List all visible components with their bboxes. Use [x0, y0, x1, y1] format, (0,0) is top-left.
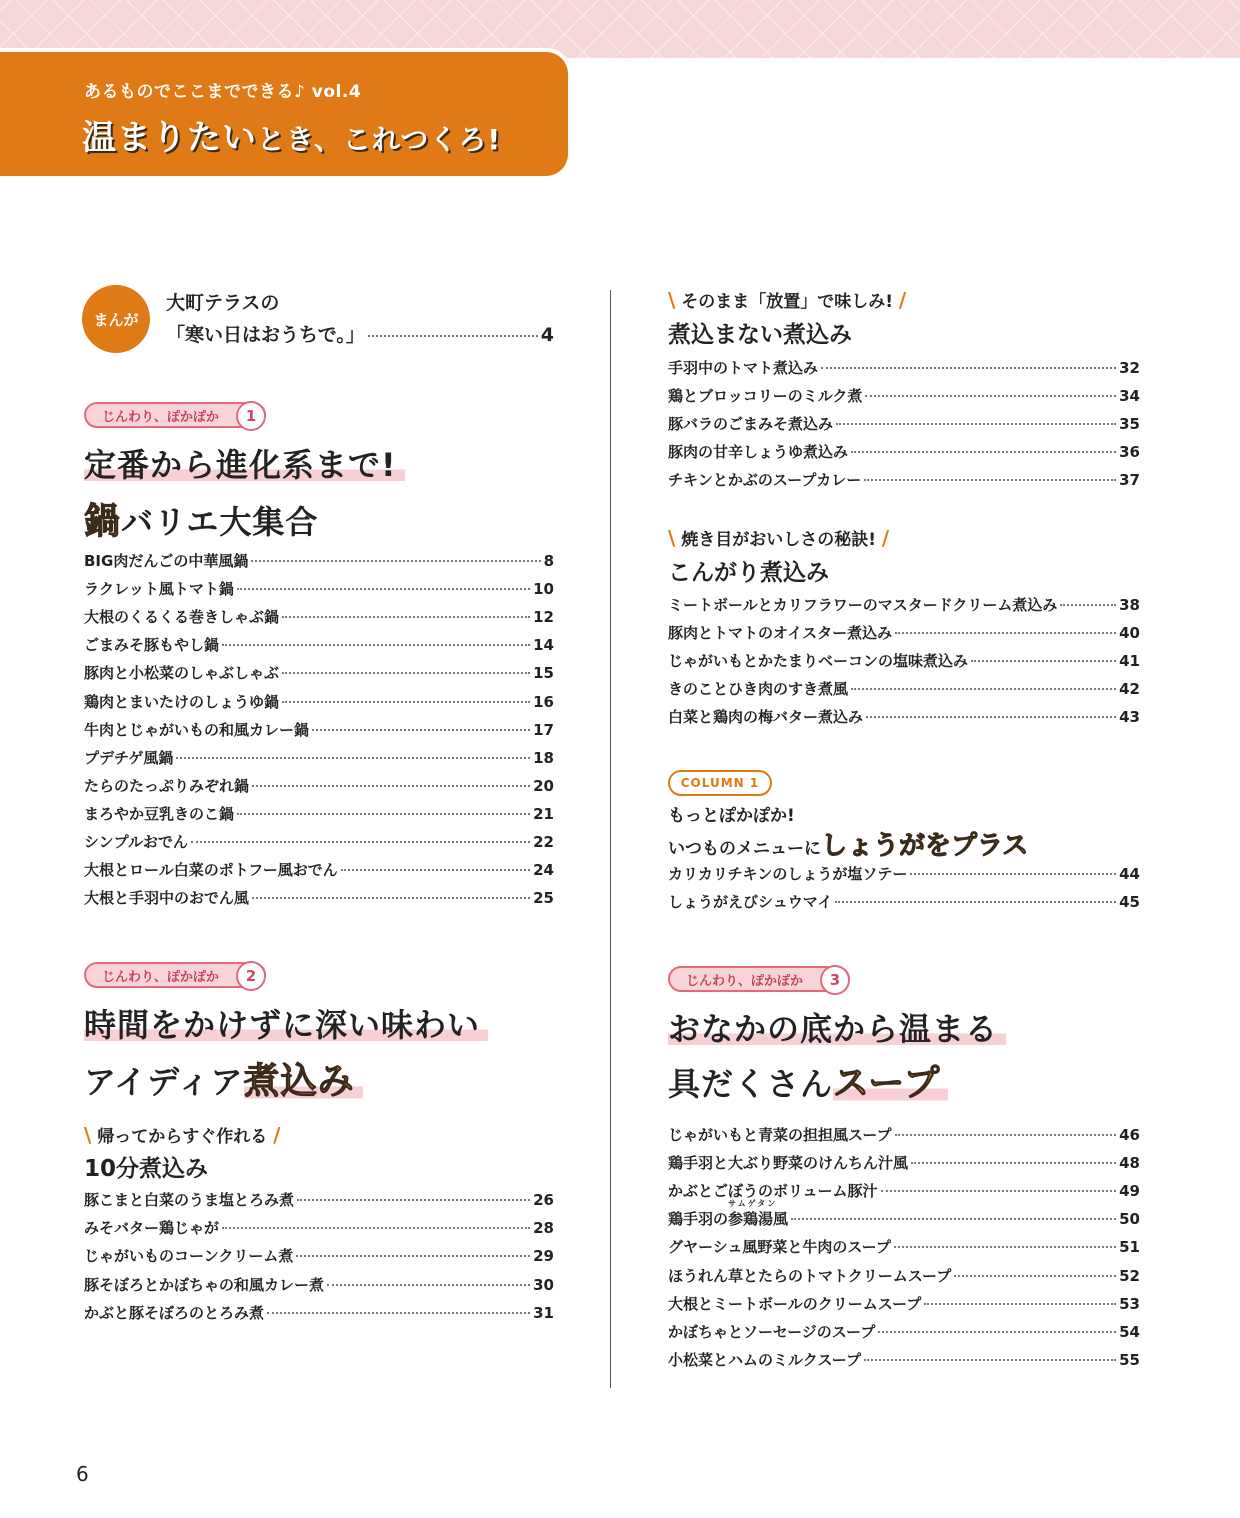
toc-leader — [282, 672, 530, 674]
toc-leader — [237, 813, 530, 815]
sub3-lead — [668, 525, 889, 550]
toc-leader — [910, 873, 1116, 875]
toc-row[interactable] — [84, 1189, 554, 1210]
toc-leader — [851, 451, 1116, 453]
toc-row[interactable] — [84, 550, 554, 571]
section2-title-text2: アイディア — [84, 1063, 244, 1101]
toc-row-name: ラクレット風トマト鍋 — [84, 580, 234, 599]
ruby-base: 参鶏湯 — [728, 1210, 774, 1229]
toc-row-name-part: 鶏手羽の — [668, 1210, 729, 1229]
toc-row-page: 20 — [533, 776, 554, 795]
toc-row[interactable] — [84, 1302, 554, 1323]
toc-row[interactable] — [668, 622, 1140, 643]
toc-row-page: 40 — [1119, 624, 1140, 643]
toc-row-name: 牛肉とじゃがいもの和風カレー鍋 — [84, 720, 310, 739]
toc-row-name: 大根のくるくる巻きしゃぶ鍋 — [84, 608, 280, 627]
section1-title-text1: 定番から進化系まで! — [84, 446, 405, 484]
toc-leader — [282, 616, 530, 618]
toc-row-name: ごまみそ豚もやし鍋 — [84, 636, 220, 655]
pill-number: 2 — [236, 961, 266, 991]
toc-row-page: 46 — [1119, 1126, 1140, 1144]
toc-row-manga[interactable] — [166, 320, 554, 347]
toc-row-page: 41 — [1119, 652, 1140, 671]
toc-row[interactable] — [668, 1199, 1140, 1229]
toc-leader — [237, 588, 530, 590]
decorative-top-band — [0, 0, 1240, 58]
sub3-lead-text: 焼き目がおいしさの秘訣! — [681, 530, 876, 550]
toc-row-name: プデチゲ風鍋 — [84, 748, 174, 767]
toc-row-page: 10 — [533, 580, 554, 599]
slash-right-icon: / — [273, 1123, 281, 1147]
sub2-lead-text: そのまま「放置」で味しみ! — [681, 292, 893, 312]
toc-row-page: 44 — [1119, 865, 1140, 883]
toc-row-page: 15 — [533, 664, 554, 683]
toc-row-page: 12 — [533, 608, 554, 627]
toc-leader — [282, 701, 530, 703]
toc-row-name: グヤーシュ風野菜と牛肉のスープ — [668, 1238, 891, 1257]
toc-leader — [296, 1255, 530, 1257]
section3-title-text1: おなかの底から温まる — [668, 1010, 1006, 1048]
slash-right-icon: / — [898, 288, 907, 312]
section2-title-text1: 時間をかけずに深い味わい — [84, 1006, 488, 1044]
sub1-lead — [84, 1122, 280, 1147]
toc-row[interactable] — [668, 594, 1140, 615]
toc-row-name: きのことひき肉のすき煮風 — [668, 680, 849, 699]
toc-row[interactable] — [668, 441, 1140, 462]
toc-leader — [851, 688, 1116, 690]
toc-leader — [267, 1312, 530, 1314]
toc-row-name: ほうれん草とたらのトマトクリームスープ — [668, 1266, 952, 1285]
column1-pill: COLUMN 1 — [668, 770, 772, 796]
toc-row-page: 17 — [533, 720, 554, 739]
header-title — [82, 110, 501, 159]
toc-leader — [864, 479, 1116, 481]
toc-row[interactable] — [668, 1265, 1140, 1286]
toc-leader — [924, 1303, 1116, 1305]
sub3-title: こんがり煮込み — [668, 560, 829, 586]
toc-row-name: 豚そぼろとかぼちゃの和風カレー煮 — [84, 1275, 325, 1294]
toc-row-name: 豚肉と小松菜のしゃぶしゃぶ — [84, 664, 280, 683]
toc-row-page: 43 — [1119, 708, 1140, 727]
section3-title-line2 — [668, 1055, 948, 1106]
toc-row-page: 30 — [533, 1275, 554, 1294]
toc-row[interactable] — [668, 1293, 1140, 1314]
toc-row[interactable] — [84, 1217, 554, 1238]
toc-row-page: 31 — [533, 1303, 554, 1322]
toc-row-page: 32 — [1119, 359, 1140, 377]
pill-label: じんわり、ぽかぽか — [102, 969, 220, 985]
toc-row-name: 鶏とブロッコリーのミルク煮 — [668, 387, 863, 406]
toc-row-name — [668, 1199, 789, 1229]
toc-row-name: 鶏手羽と大ぶり野菜のけんちん汁風 — [668, 1154, 909, 1173]
toc-row[interactable] — [668, 357, 1140, 378]
toc-row[interactable] — [668, 650, 1140, 671]
toc-leader — [222, 644, 530, 646]
pill-number: 3 — [820, 965, 850, 995]
toc-leader — [821, 367, 1116, 369]
toc-row[interactable] — [668, 413, 1140, 434]
section2-title-line2 — [84, 1053, 363, 1104]
toc-leader — [881, 1190, 1117, 1192]
toc-leader — [252, 785, 530, 787]
toc-leader — [895, 1134, 1117, 1136]
toc-row-name: 豚バラのごまみそ煮込み — [668, 415, 834, 434]
toc-row-name: じゃがいもと青菜の担担風スープ — [668, 1126, 892, 1144]
pill-label: じんわり、ぽかぽか — [102, 409, 220, 425]
toc-row[interactable] — [668, 469, 1140, 490]
toc-row-page: 22 — [533, 833, 554, 851]
section3-title-line1 — [668, 1004, 1006, 1050]
header-title-rest: とき、これつくろ! — [257, 123, 502, 156]
ruby-group — [728, 1199, 778, 1229]
toc-leader — [864, 1359, 1116, 1361]
toc-row[interactable] — [668, 706, 1140, 727]
toc-row-page: 50 — [1119, 1210, 1140, 1229]
toc-row[interactable] — [84, 831, 554, 852]
toc-row[interactable] — [84, 859, 554, 880]
toc-row-page: 42 — [1119, 680, 1140, 699]
toc-row-name: まろやか豆乳きのこ鍋 — [84, 804, 235, 823]
toc-row[interactable] — [84, 634, 554, 655]
section1-title-highlight: 鍋 — [84, 501, 122, 542]
toc-leader — [878, 1331, 1116, 1333]
toc-row-page: 34 — [1119, 387, 1140, 406]
toc-row-page: 14 — [533, 636, 554, 655]
section2-title-highlight: 煮込み — [244, 1061, 363, 1102]
sub1-lead-text: 帰ってからすぐ作れる — [97, 1127, 268, 1147]
toc-row-page: 51 — [1119, 1238, 1140, 1257]
toc-row[interactable] — [84, 1245, 554, 1266]
column1-line2 — [668, 825, 1028, 862]
section1-pill — [84, 402, 266, 428]
toc-row-page: 24 — [533, 861, 554, 880]
toc-leader — [368, 335, 538, 337]
toc-row-page: 28 — [533, 1219, 554, 1238]
toc-row-page: 38 — [1119, 596, 1140, 614]
toc-row[interactable] — [668, 385, 1140, 406]
toc-row-page: 45 — [1119, 893, 1140, 912]
toc-row-name: BIG肉だんごの中華風鍋 — [84, 552, 249, 570]
toc-row[interactable] — [668, 891, 1140, 912]
toc-leader — [954, 1275, 1116, 1277]
toc-row-name: 手羽中のトマト煮込み — [668, 359, 819, 377]
toc-row-name: 小松菜とハムのミルクスープ — [668, 1350, 862, 1369]
section1-title-line1 — [84, 440, 405, 486]
toc-row-name: 白菜と鶏肉の梅バター煮込み — [668, 708, 864, 727]
toc-leader — [252, 897, 530, 899]
toc-row-name: 「寒い日はおうちで。」 — [166, 324, 365, 346]
toc-leader — [791, 1218, 1116, 1220]
toc-row-name: 大根とロール白菜のポトフー風おでん — [84, 861, 338, 880]
toc-row-name: 大根と手羽中のおでん風 — [84, 889, 249, 908]
toc-leader — [895, 632, 1116, 634]
toc-row-name: かぼちゃとソーセージのスープ — [668, 1322, 876, 1341]
toc-row-page: 4 — [540, 324, 554, 346]
toc-row-page: 37 — [1119, 471, 1140, 490]
toc-row[interactable] — [668, 1152, 1140, 1173]
column1-line2-text: いつものメニューに — [668, 839, 821, 859]
toc-row-page: 48 — [1119, 1154, 1140, 1173]
toc-row-name: じゃがいものコーンクリーム煮 — [84, 1247, 294, 1266]
section3-title-text2: 具だくさん — [668, 1065, 834, 1103]
manga-badge: まんが — [82, 285, 150, 353]
toc-row-name: 豚こまと白菜のうま塩とろみ煮 — [84, 1191, 295, 1209]
toc-row[interactable] — [668, 1236, 1140, 1257]
toc-row-name: カリカリチキンのしょうが塩ソテー — [668, 865, 908, 883]
toc-row[interactable] — [84, 691, 554, 712]
toc-row-page: 36 — [1119, 443, 1140, 462]
toc-leader — [176, 757, 530, 759]
section1-title-text2: バリエ大集合 — [121, 503, 319, 541]
column-divider — [610, 290, 611, 1388]
toc-row-page: 26 — [533, 1191, 554, 1209]
toc-row-name: じゃがいもとかたまりベーコンの塩味煮込み — [668, 652, 969, 671]
toc-leader — [222, 1227, 530, 1229]
pill-number: 1 — [236, 401, 266, 431]
toc-row-name: 大根とミートボールのクリームスープ — [668, 1294, 922, 1313]
toc-leader — [251, 560, 540, 562]
toc-row[interactable] — [668, 1349, 1140, 1370]
toc-row-page: 53 — [1119, 1294, 1140, 1313]
toc-row[interactable] — [84, 719, 554, 740]
toc-row-page: 25 — [533, 889, 554, 908]
sub1-title: 10分煮込み — [84, 1156, 209, 1182]
toc-leader — [865, 395, 1116, 397]
column1-line2-highlight: しょうがをプラス — [821, 831, 1029, 861]
toc-row-name: かぶと豚そぼろのとろみ煮 — [84, 1303, 265, 1322]
toc-leader — [835, 901, 1116, 903]
manga-title-line1: 大町テラスの — [166, 292, 280, 314]
toc-row-name: チキンとかぶのスープカレー — [668, 471, 862, 490]
toc-leader — [894, 1246, 1116, 1248]
toc-row[interactable] — [84, 578, 554, 599]
slash-left-icon: \ — [84, 1123, 92, 1147]
header-subtitle: あるものでここまでできる♪ vol.4 — [84, 82, 362, 102]
toc-leader — [911, 1162, 1116, 1164]
toc-row[interactable] — [84, 747, 554, 768]
toc-leader — [971, 660, 1116, 662]
toc-row[interactable] — [84, 803, 554, 824]
toc-leader — [866, 716, 1116, 718]
pill-label: じんわり、ぽかぽか — [686, 973, 804, 989]
column1-line1: もっとぽかぽか! — [668, 806, 795, 826]
toc-row-name: ミートボールとカリフラワーのマスタードクリーム煮込み — [668, 596, 1058, 614]
toc-row-page: 52 — [1119, 1266, 1140, 1285]
sub2-lead — [668, 287, 906, 312]
toc-row-name: シンプルおでん — [84, 833, 188, 851]
toc-row-page: 18 — [533, 748, 554, 767]
toc-row[interactable] — [84, 606, 554, 627]
toc-row-page: 29 — [533, 1247, 554, 1266]
sub2-title: 煮込まない煮込み — [668, 322, 852, 348]
section3-title-highlight: スープ — [833, 1063, 948, 1104]
toc-row-page: 49 — [1119, 1182, 1140, 1201]
page-number: 6 — [76, 1462, 89, 1486]
section1-title-line2 — [84, 493, 318, 544]
toc-row-name: かぶとごぼうのボリューム豚汁 — [668, 1182, 878, 1201]
toc-leader — [191, 841, 530, 843]
toc-row[interactable] — [84, 775, 554, 796]
slash-left-icon: \ — [668, 526, 676, 550]
slash-right-icon: / — [881, 526, 890, 550]
toc-leader — [836, 423, 1116, 425]
toc-row[interactable] — [668, 678, 1140, 699]
toc-leader — [1060, 604, 1116, 606]
toc-row[interactable] — [84, 1274, 554, 1295]
toc-row[interactable] — [84, 662, 554, 683]
toc-row[interactable] — [84, 887, 554, 908]
header-title-main: 温まりたい — [82, 118, 257, 158]
section2-title-line1 — [84, 1000, 488, 1046]
toc-row-page: 16 — [533, 692, 554, 711]
toc-row[interactable] — [668, 1321, 1140, 1342]
toc-row[interactable] — [668, 1124, 1140, 1145]
toc-leader — [297, 1199, 530, 1201]
toc-row-page: 55 — [1119, 1350, 1140, 1369]
slash-left-icon: \ — [668, 288, 676, 312]
toc-leader — [312, 729, 530, 731]
section2-pill — [84, 962, 266, 988]
toc-row-name: 鶏肉とまいたけのしょうゆ鍋 — [84, 692, 280, 711]
toc-row-name: 豚肉とトマトのオイスター煮込み — [668, 624, 893, 643]
toc-row-page: 54 — [1119, 1322, 1140, 1341]
toc-row-page: 8 — [543, 552, 554, 570]
toc-row-name: たらのたっぷりみぞれ鍋 — [84, 776, 250, 795]
section3-pill — [668, 966, 850, 992]
toc-row-name: みそバター鶏じゃが — [84, 1219, 220, 1238]
toc-row-page: 21 — [533, 804, 554, 823]
toc-leader — [327, 1284, 530, 1286]
toc-row-name: 豚肉の甘辛しょうゆ煮込み — [668, 443, 849, 462]
toc-row-page: 35 — [1119, 415, 1140, 434]
toc-leader — [341, 869, 530, 871]
toc-row[interactable] — [668, 863, 1140, 884]
ruby-reading: サムゲタン — [728, 1199, 778, 1209]
toc-row-name-part: 風 — [773, 1210, 789, 1229]
toc-row-name: しょうがえびシュウマイ — [668, 893, 833, 912]
